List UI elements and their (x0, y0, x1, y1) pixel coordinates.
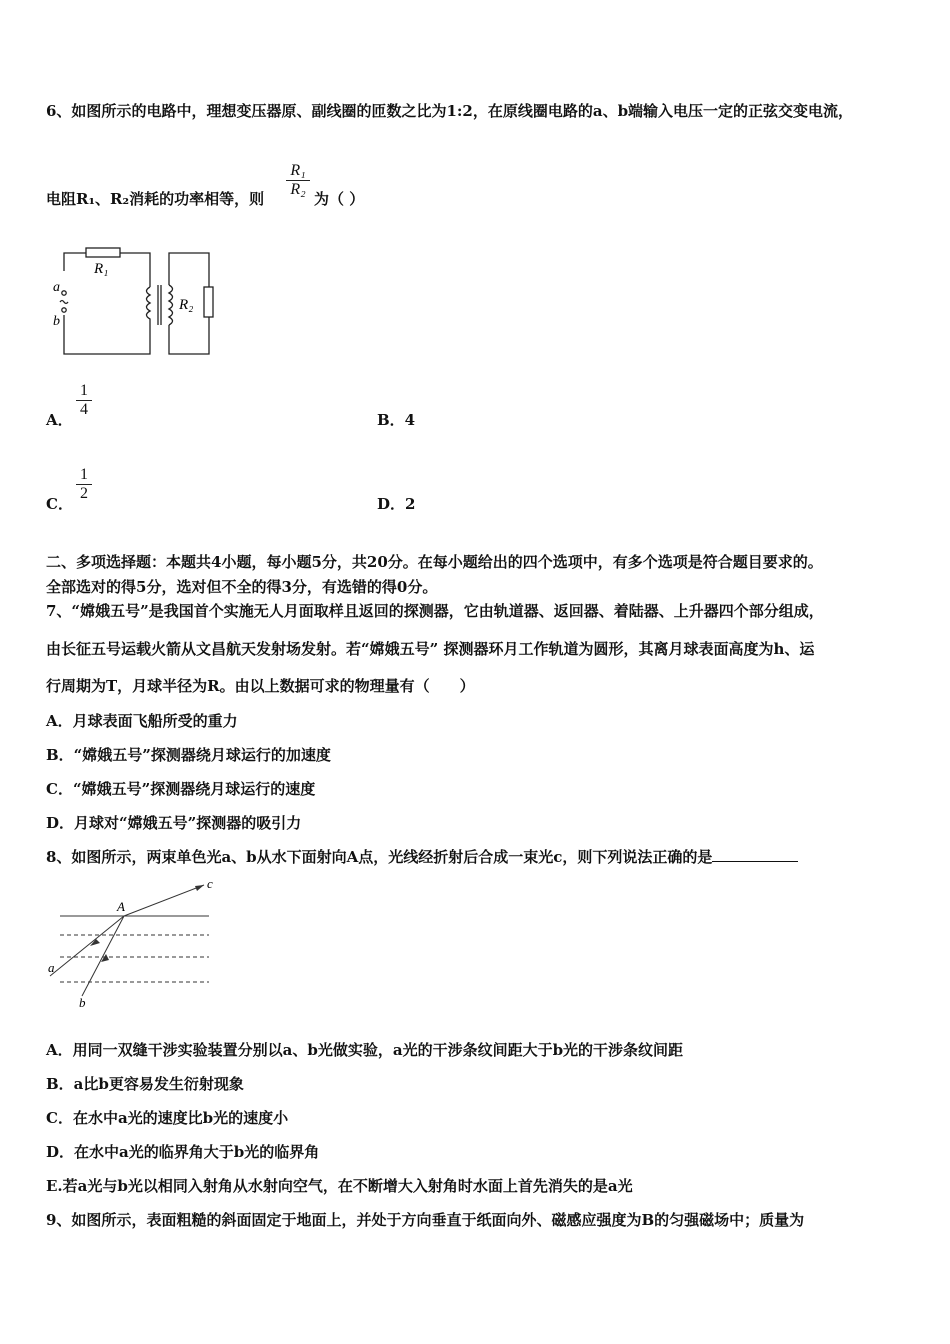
option-a-label: A． (46, 411, 73, 429)
q8-option-b[interactable]: B．a比b更容易发生衍射现象 (46, 1075, 244, 1093)
option-c-label: C． (46, 495, 73, 513)
q8-refraction-figure (44, 876, 224, 1011)
q8-option-d[interactable]: D．在水中a光的临界角大于b光的临界角 (46, 1143, 320, 1161)
fraction-denominator: 4 (80, 401, 88, 418)
circuit-wire (64, 315, 150, 354)
q9-stem-line1: 9、如图所示，表面粗糙的斜面固定于地面上，并处于方向垂直于纸面向外、磁感应强度为B的匀强磁场中；质量为 (46, 1211, 805, 1229)
q7-option-a[interactable]: A．月球表面飞船所受的重力 (46, 712, 238, 730)
fraction-numerator: 1 (80, 466, 88, 483)
circuit-wire (64, 253, 86, 271)
label-ray-c: c (207, 876, 213, 891)
q8-option-a[interactable]: A．用同一双缝干涉实验装置分别以a、b光做实验，a光的干涉条纹间距大于b光的干涉条纹间距 (46, 1041, 684, 1059)
q7-stem-line2: 由长征五号运载火箭从文昌航天发射场发射。若“嫦娥五号” 探测器环月工作轨道为圆形，其离月球表面高度为h、运 (46, 640, 815, 658)
ray-b (82, 916, 124, 996)
q7-option-c[interactable]: C．“嫦娥五号”探测器绕月球运行的速度 (46, 780, 316, 798)
q8-stem-text: 8、如图所示，两束单色光a、b从水下面射向A点，光线经折射后合成一束光c，则下列说法正确的是 (46, 848, 713, 866)
q7-stem-line1: 7、“嫦娥五号”是我国首个实施无人月面取样且返回的探测器，它由轨道器、返回器、着陆器、上升器四个部分组成， (46, 602, 824, 620)
q6-option-c[interactable] (46, 493, 73, 514)
q6-ratio-denominator: R₂ (290, 181, 306, 198)
arrow-icon (195, 885, 204, 891)
terminal-b (62, 308, 66, 312)
q6-option-a[interactable] (46, 409, 73, 430)
q7-stem-line3: 行周期为T，月球半径为R。由以上数据可求的物理量有（ ） (46, 677, 475, 695)
q6-ratio-fraction (286, 162, 310, 199)
circuit-wire (169, 253, 209, 287)
q6-stem-line2-prefix: 电阻R₁、R₂消耗的功率相等，则 (46, 190, 265, 208)
q8-stem-line1 (46, 847, 798, 867)
answer-blank[interactable] (712, 847, 798, 862)
fraction-numerator: 1 (80, 382, 88, 399)
ray-c (124, 885, 204, 916)
ray-a (50, 916, 124, 976)
resistor-r1 (86, 248, 120, 257)
q6-option-c-fraction (76, 466, 92, 503)
q6-option-b[interactable]: B．4 (377, 411, 416, 429)
label-ray-b: b (79, 995, 86, 1010)
q6-stem-line2-suffix: 为（ ） (314, 190, 365, 208)
circuit-wire (169, 317, 209, 354)
primary-coil (147, 287, 151, 321)
ac-source-icon (60, 301, 68, 304)
terminal-a (62, 291, 66, 295)
q7-option-b[interactable]: B．“嫦娥五号”探测器绕月球运行的加速度 (46, 746, 331, 764)
q6-stem-line2 (46, 189, 264, 209)
label-point-a: A (117, 899, 125, 914)
label-ray-a: a (48, 960, 55, 975)
label-r2: R₂ (179, 297, 194, 313)
q6-ratio-numerator: R₁ (290, 162, 306, 179)
label-r1: R₁ (94, 261, 109, 277)
q6-option-d[interactable]: D．2 (377, 495, 416, 513)
q7-option-d[interactable]: D．月球对“嫦娥五号”探测器的吸引力 (46, 814, 302, 832)
q8-option-e[interactable]: E.若a光与b光以相同入射角从水射向空气，在不断增大入射角时水面上首先消失的是a光 (46, 1177, 633, 1195)
resistor-r2 (204, 287, 213, 317)
q8-option-c[interactable]: C．在水中a光的速度比b光的速度小 (46, 1109, 289, 1127)
q6-circuit-diagram (44, 243, 224, 361)
section2-heading-line2: 全部选对的得5分，选对但不全的得3分，有选错的得0分。 (46, 578, 438, 596)
q6-option-a-fraction (76, 382, 92, 419)
circuit-wire (120, 253, 150, 287)
secondary-coil (169, 285, 173, 325)
label-b: b (53, 314, 60, 329)
fraction-denominator: 2 (80, 485, 88, 502)
label-a: a (53, 280, 60, 295)
q6-stem-line1: 6、如图所示的电路中，理想变压器原、副线圈的匝数之比为1:2，在原线圈电路的a、b端输入电压一定的正弦交变电流， (46, 102, 854, 120)
section2-heading-line1: 二、多项选择题：本题共4小题，每小题5分，共20分。在每小题给出的四个选项中，有多个选项是符合题目要求的。 (46, 553, 823, 571)
